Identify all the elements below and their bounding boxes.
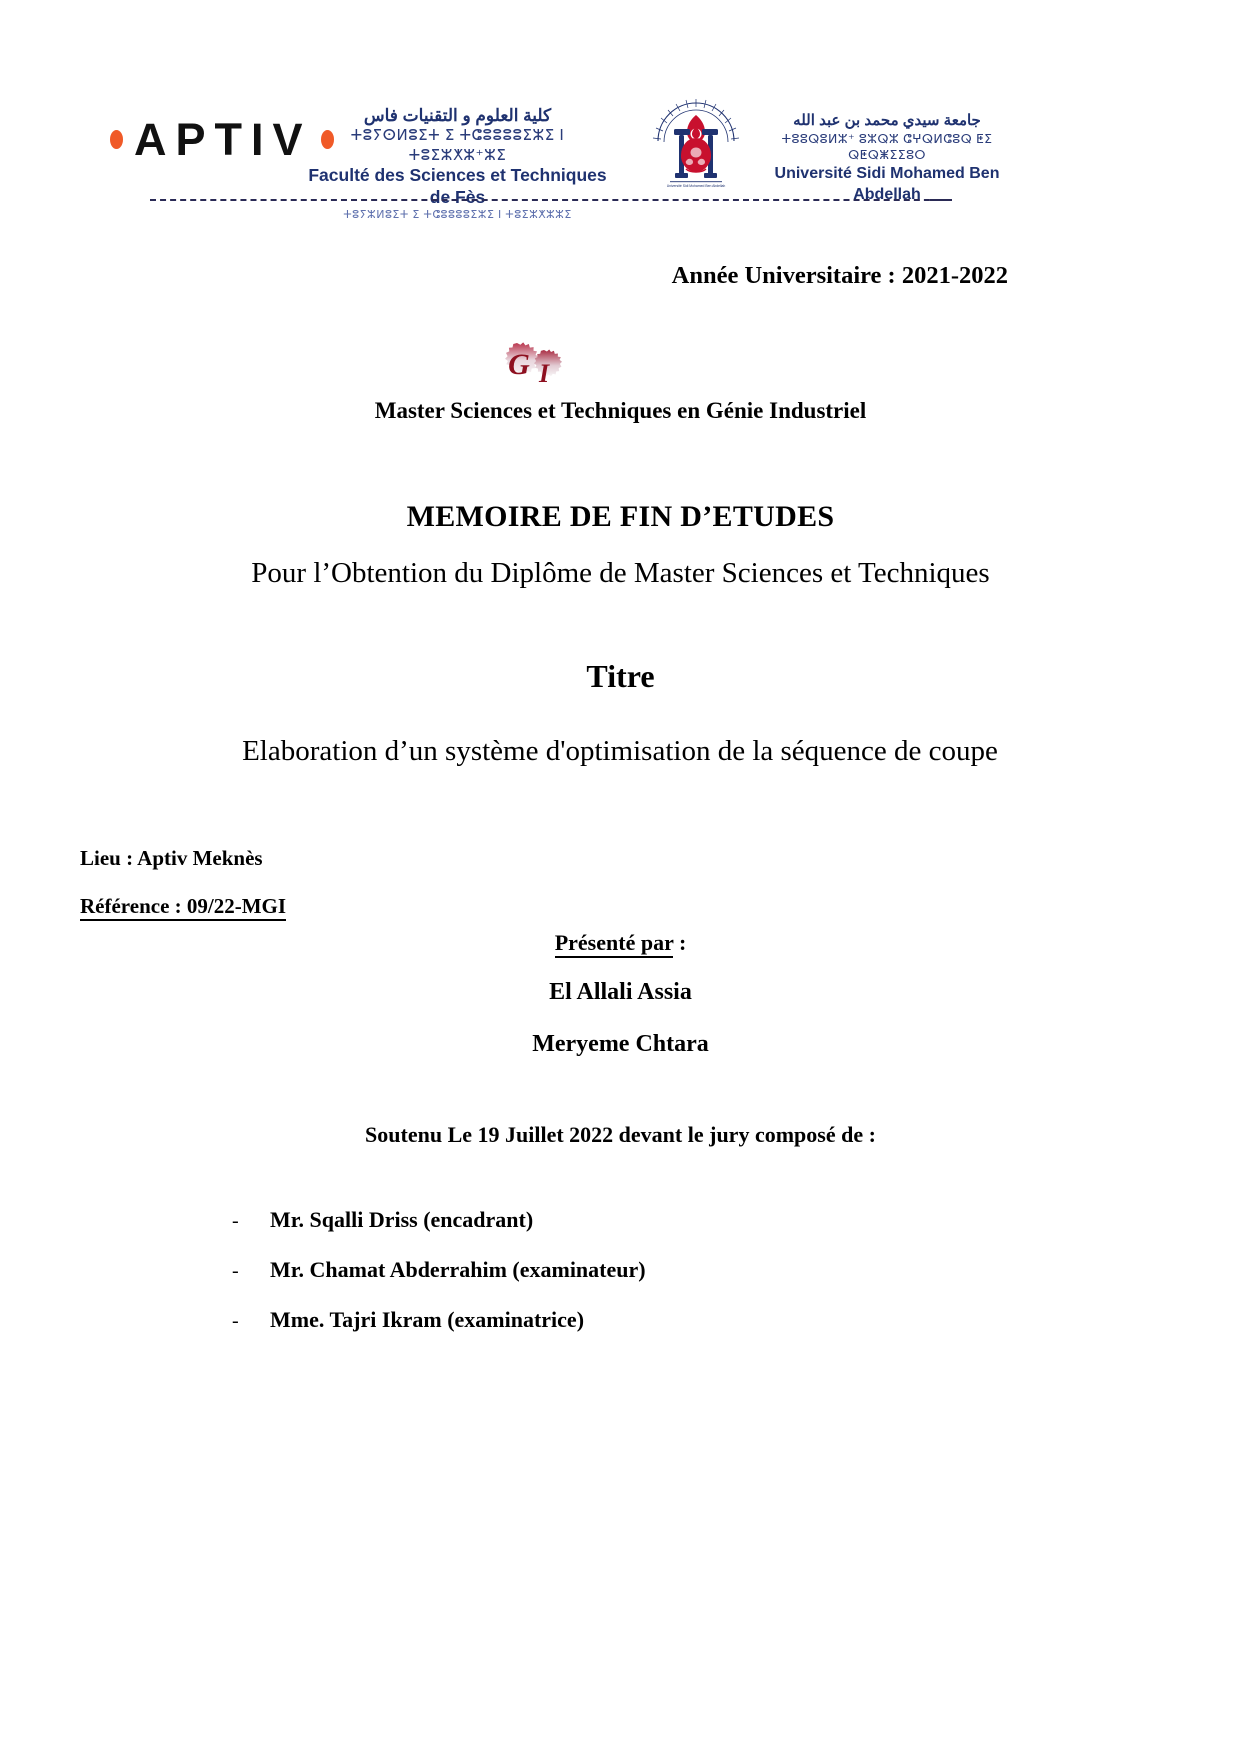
aptiv-logo: [110, 114, 334, 165]
fst-french-name: Faculté des Sciences et Techniques de Fès: [308, 165, 607, 208]
titre-label: Titre: [586, 658, 655, 694]
header-divider: [150, 199, 950, 201]
university-arabic-name: جامعة سيدي محمد بن عبد الله: [793, 112, 981, 129]
jury-member-name: Mme. Tajri Ikram (examinatrice): [270, 1307, 585, 1332]
jury-bullet: -: [232, 1210, 239, 1232]
jury-list: [232, 1207, 932, 1357]
university-french-name: Université Sidi Mohamed Ben Abdellah: [774, 165, 1000, 204]
svg-text:Université Sidi Mohamed Ben Ab: Université Sidi Mohamed Ben Abdellah: [666, 184, 726, 188]
header-divider-tail: [930, 199, 952, 201]
defense-line: Soutenu Le 19 Juillet 2022 devant le jury composé de :: [365, 1122, 876, 1147]
memoire-title: MEMOIRE DE FIN D’ETUDES: [406, 500, 835, 533]
jury-member-name: Mr. Sqalli Driss (encadrant): [270, 1207, 534, 1232]
presente-par-line: [0, 930, 1241, 956]
jury-member: [232, 1207, 932, 1233]
page-header: [0, 95, 1241, 221]
fst-arabic-name: كلية العلوم و التقنيات فاس: [363, 106, 552, 125]
program-name: Master Sciences et Techniques en Génie Industriel: [374, 398, 867, 423]
jury-member: [232, 1257, 932, 1283]
fst-fes-logo-block: [305, 105, 610, 222]
university-tifinagh-name: ⵜⵓⵓⵕⵓⵍⵣ⁺ ⵓⵣⵕⵣ ⵛⵖⵕⵍⵛⵓⵕ ⵟⵉ ⵕⵟⵕⵥⵉⵉⵓⵔ: [781, 131, 993, 163]
university-name-block: [742, 111, 1032, 206]
svg-text:I: I: [538, 359, 550, 388]
presente-par-colon: :: [673, 930, 687, 955]
jury-bullet: -: [232, 1260, 239, 1282]
jury-member-name: Mr. Chamat Abderrahim (examinateur): [270, 1257, 646, 1282]
reference-text: Référence : 09/22-MGI: [80, 894, 286, 921]
presente-par-label: Présenté par: [555, 930, 674, 958]
jury-bullet: -: [232, 1310, 239, 1332]
reference-line: [80, 894, 286, 919]
genie-industriel-logo-icon: [497, 336, 569, 388]
thesis-title: Elaboration d’un système d'optimisation de la séquence de coupe: [242, 735, 998, 767]
fst-tifinagh-name: ⵜⵓⵢⵙⵍⵓⵉⵜ ⵉ ⵜⵛⵓⵓⵓⵓⵉⵣⵉ ⵏ ⵜⵓⵉⵣⵅⵣ⁺ⵣⵉ: [350, 127, 565, 164]
academic-year: Année Universitaire : 2021-2022: [671, 262, 1008, 289]
memoire-subtitle: Pour l’Obtention du Diplôme de Master Sciences et Techniques: [251, 557, 990, 589]
fst-tifinagh-subline: ⵜⵓⵢⵣⵍⵓⵉⵜ ⵉ ⵜⵛⵓⵓⵓⵓⵉⵣⵉ ⵏ ⵜⵓⵉⵣⵅⵣⵣⵉ: [343, 209, 572, 221]
university-crest-icon: [648, 97, 744, 193]
author-name-2: Meryeme Chtara: [532, 1031, 709, 1057]
author-name-1: El Allali Assia: [549, 979, 692, 1005]
aptiv-logo-text: APTIV: [134, 114, 312, 165]
svg-text:G: G: [508, 348, 530, 381]
lieu-line: Lieu : Aptiv Meknès: [80, 846, 263, 870]
aptiv-dot-left-icon: [110, 130, 123, 149]
jury-member: [232, 1307, 932, 1333]
